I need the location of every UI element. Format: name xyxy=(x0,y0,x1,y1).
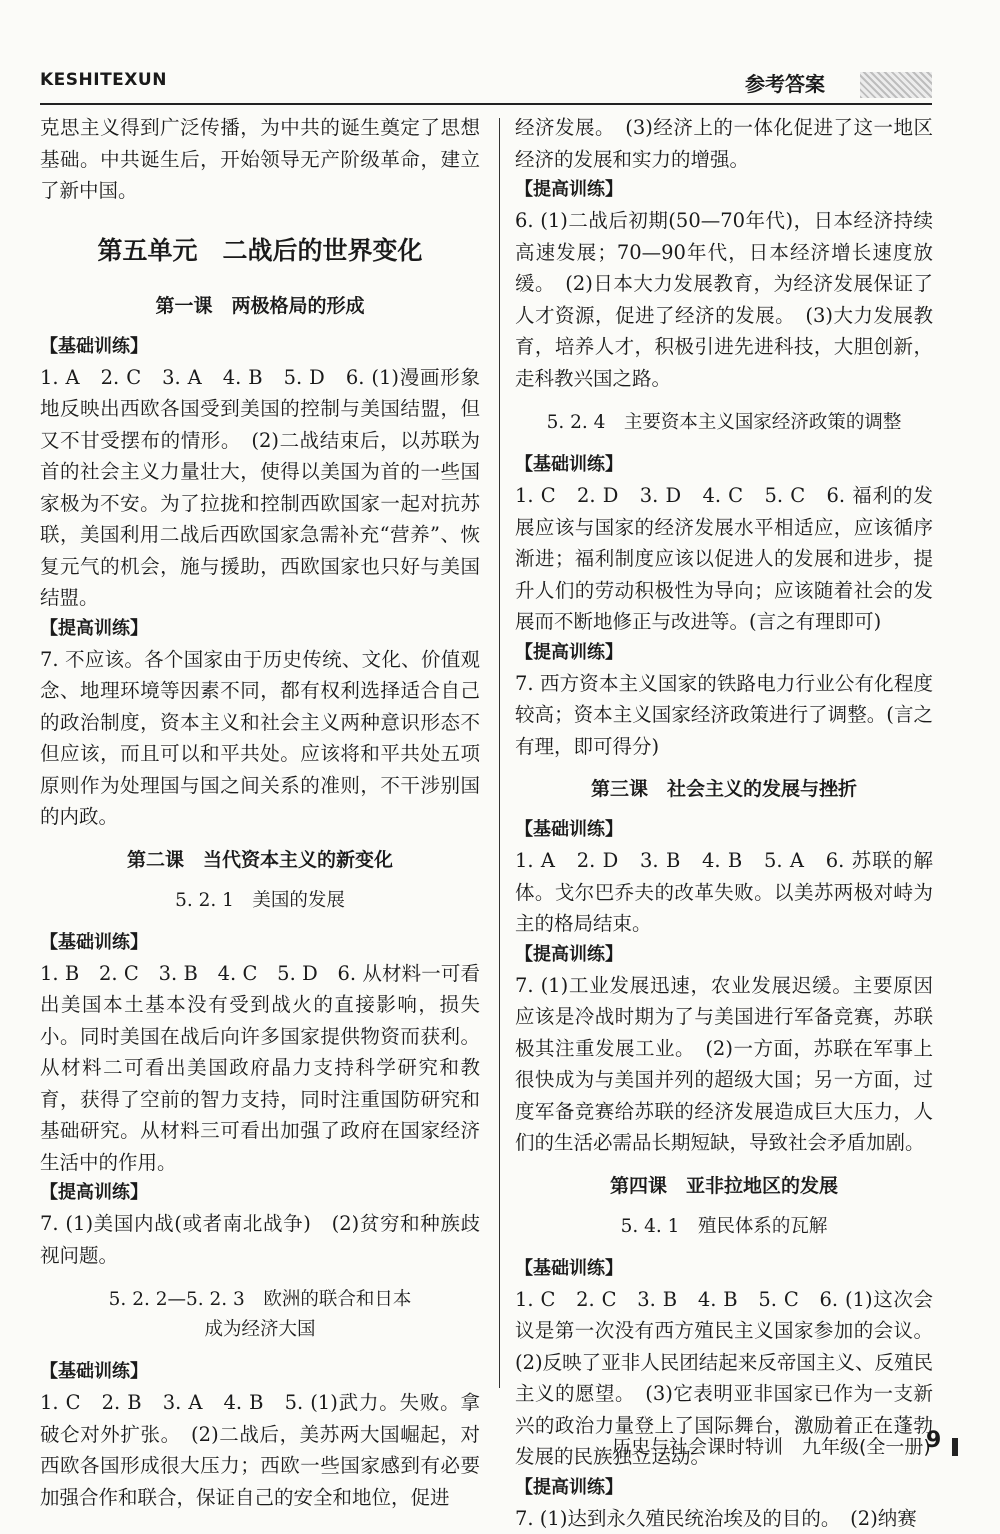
basic-training-tag: 【基础训练】 xyxy=(515,815,933,845)
lesson-3-basic-answers: 1. A 2. D 3. B 4. B 5. A 6. 苏联的解体。戈尔巴乔夫的改革失败。以美苏两极对峙为主的格局结束。 xyxy=(515,845,933,940)
right-column xyxy=(515,112,933,1534)
subsection-524-basic-answers: 1. C 2. D 3. D 4. C 5. C 6. 福利的发展应该与国家的经济发展水平相适应，应该循序渐进；福利制度应该以促进人的发展和进步，提升人们的劳动积极性为导向；应该随着社会的发展而不断地修正与改进等。(言之有理即可) xyxy=(515,480,933,638)
lesson-3-title: 第三课 社会主义的发展与挫折 xyxy=(515,774,933,801)
improve-training-tag: 【提高训练】 xyxy=(515,1473,933,1503)
basic-training-tag: 【基础训练】 xyxy=(40,928,480,958)
brand-name: KESHITEXUN xyxy=(40,70,167,90)
book-title: 历史与社会课时特训 九年级(全一册) xyxy=(612,1432,931,1459)
column-divider xyxy=(499,118,500,1388)
improve-training-tag: 【提高训练】 xyxy=(40,1178,480,1208)
lesson-1-improve-answers: 7. 不应该。各个国家由于历史传统、文化、价值观念、地理环境等因素不同，都有权利选择适合自己的政治制度，资本主义和社会主义两种意识形态不但应该，而且可以和平共处。应该将和平共处五项原则作为处理国与国之间关系的准则，不干涉别国的内政。 xyxy=(40,644,480,833)
page-header xyxy=(0,0,1000,110)
subsection-524-improve-answers: 7. 西方资本主义国家的铁路电力行业公有化程度较高；资本主义国家经济政策进行了调整。(言之有理，即可得分) xyxy=(515,668,933,763)
subsection-541: 5. 4. 1 殖民体系的瓦解 xyxy=(515,1212,933,1242)
improve-training-tag: 【提高训练】 xyxy=(515,638,933,668)
basic-training-tag: 【基础训练】 xyxy=(515,450,933,480)
lesson-3-improve-answers: 7. (1)工业发展迅速，农业发展迟缓。主要原因应该是冷战时期为了与美国进行军备竞赛，苏联极其注重发展工业。 (2)一方面，苏联在军事上很快成为与美国并列的超级大国；另一方面，过度军备竞赛给苏联的经济发展造成巨大压力，人们的生活必需品长期短缺，导致社会矛盾加剧。 xyxy=(515,970,933,1159)
intro-paragraph: 克思主义得到广泛传播，为中共的诞生奠定了思想基础。中共诞生后，开始领导无产阶级革命，建立了新中国。 xyxy=(40,112,480,207)
section-title: 参考答案 xyxy=(745,68,825,97)
improve-training-tag: 【提高训练】 xyxy=(515,940,933,970)
left-column xyxy=(40,112,480,1513)
subsection-522-basic-answers: 1. C 2. B 3. A 4. B 5. (1)武力。失败。拿破仑对外扩张。 (2)二战后，美苏两大国崛起，对西欧各国形成很大压力；西欧一些国家感到有必要加强合作和联合，保证自己的安全和地位，促进 xyxy=(40,1387,480,1513)
page-number: 9 xyxy=(926,1428,941,1453)
subsection-522-improve-answers: 6. (1)二战后初期(50—70年代)，日本经济持续高速发展；70—90年代，日本经济增长速度放缓。 (2)日本大力发展教育，为经济发展保证了人才资源，促进了经济的发展。 (3)大力发展教育，培养人才，积极引进先进科技，大胆创新，走科教兴国之路。 xyxy=(515,205,933,394)
subsection-522-line2: 成为经济大国 xyxy=(40,1315,480,1345)
lesson-2-improve-answers: 7. (1)美国内战(或者南北战争) (2)贫穷和种族歧视问题。 xyxy=(40,1208,480,1271)
decorative-pattern xyxy=(860,72,932,98)
improve-training-tag: 【提高训练】 xyxy=(515,175,933,205)
page-footer xyxy=(0,1420,1000,1497)
continued-answer: 经济发展。 (3)经济上的一体化促进了这一地区经济的发展和实力的增强。 xyxy=(515,112,933,175)
basic-training-tag: 【基础训练】 xyxy=(515,1254,933,1284)
lesson-1-title: 第一课 两极格局的形成 xyxy=(40,291,480,318)
lesson-1-basic-answers: 1. A 2. C 3. A 4. B 5. D 6. (1)漫画形象地反映出西欧各国受到美国的控制与美国结盟，但又不甘受摆布的情形。 (2)二战结束后，以苏联为首的社会主义力量壮大，使得以美国为首的一些国家极为不安。为了拉拢和控制西欧国家一起对抗苏联，美国利用二战后西欧国家急需补充“营养”、恢复元气的机会，施与援助，西欧国家也只好与美国结盟。 xyxy=(40,362,480,614)
page-marker xyxy=(952,1438,958,1456)
unit-title: 第五单元 二战后的世界变化 xyxy=(40,231,480,267)
lesson-4-improve-answers: 7. (1)达到永久殖民统治埃及的目的。 (2)纳赛 xyxy=(515,1503,933,1534)
improve-training-tag: 【提高训练】 xyxy=(40,614,480,644)
lesson-2-basic-answers: 1. B 2. C 3. B 4. C 5. D 6. 从材料一可看出美国本土基本没有受到战火的直接影响，损失小。同时美国在战后向许多国家提供物资而获利。从材料二可看出美国政府晶力支持科学研究和教育，获得了空前的智力支持，同时注重国防研究和基础研究。从材料三可看出加强了政府在国家经济生活中的作用。 xyxy=(40,958,480,1179)
subsection-521: 5. 2. 1 美国的发展 xyxy=(40,886,480,916)
subsection-524: 5. 2. 4 主要资本主义国家经济政策的调整 xyxy=(515,408,933,438)
basic-training-tag: 【基础训练】 xyxy=(40,332,480,362)
subsection-522-line1: 5. 2. 2—5. 2. 3 欧洲的联合和日本 xyxy=(40,1285,480,1315)
basic-training-tag: 【基础训练】 xyxy=(40,1357,480,1387)
lesson-2-title: 第二课 当代资本主义的新变化 xyxy=(40,845,480,872)
lesson-4-basic-answers: 1. C 2. C 3. B 4. B 5. C 6. (1)这次会议是第一次没有西方殖民主义国家参加的会议。(2)反映了亚非人民团结起来反帝国主义、反殖民主义的愿望。 (3)它表明亚非国家已作为一支新兴的政治力量登上了国际舞台，激励着正在蓬勃发展的民族独立运动。 xyxy=(515,1284,933,1473)
header-rule xyxy=(40,103,932,105)
lesson-4-title: 第四课 亚非拉地区的发展 xyxy=(515,1171,933,1198)
